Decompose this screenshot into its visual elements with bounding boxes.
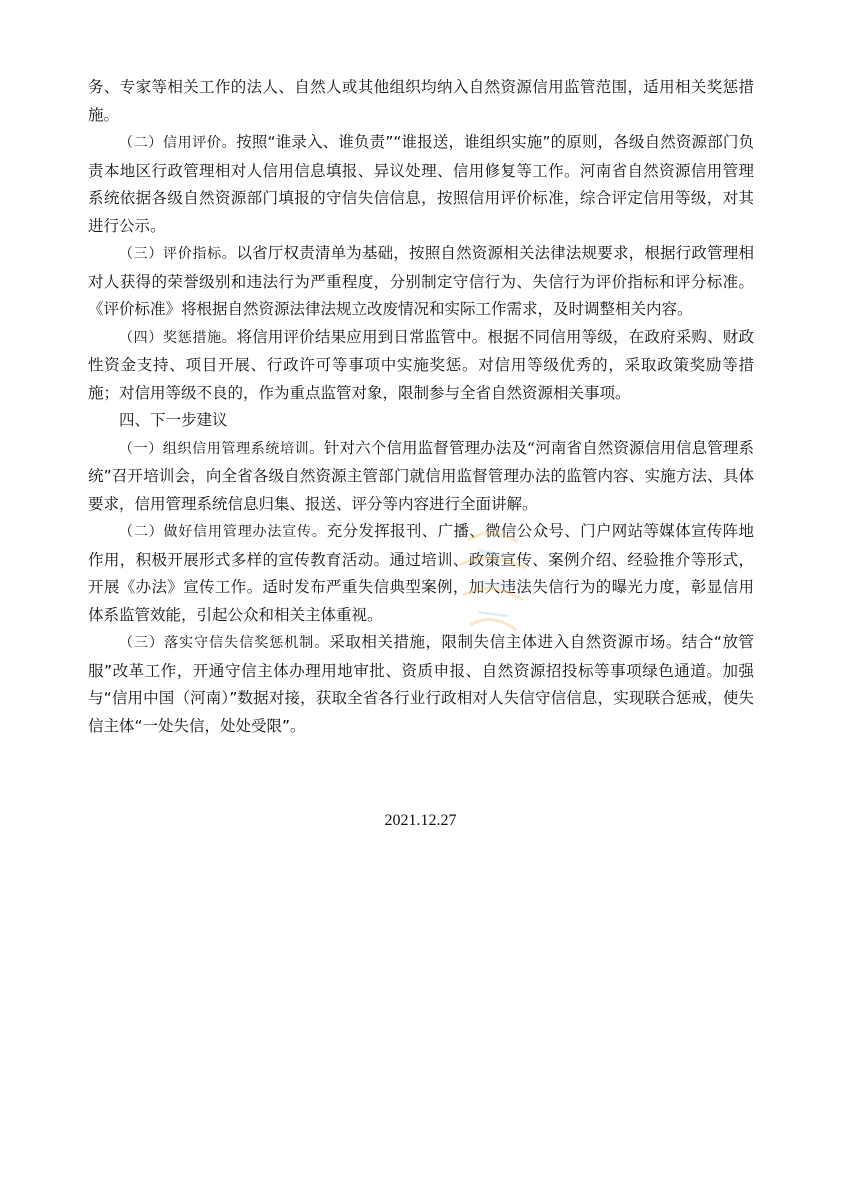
subheading: （三）落实守信失信奖惩机制。 <box>119 635 330 651</box>
document-date: 2021.12.27 <box>384 812 457 829</box>
paragraph-text: 采取相关措施，限制失信主体进入自然资源市场。结合“放管服”改革工作，开通守信主体办理用地审批、资质申报、自然资源招投标等事项绿色通道。加强与“信用中国（河南）”数据对接，获取全省各行业行政相对人失信守信信息，实现联合惩戒，使失信主体“一处失信，处处受限”。 <box>88 633 754 735</box>
subheading: （三）评价指标。 <box>119 246 237 262</box>
paragraph-training <box>88 435 754 519</box>
paragraph-text: 充分发挥报刊、广播、微信公众号、门户网站等媒体宣传阵地作用，积极开展形式多样的宣传教育活动。通过培训、政策宣传、案例介绍、经验推介等形式，开展《办法》宣传工作。适时发布严重失信典型案例，加大违法失信行为的曝光力度，彰显信用体系监管效能，引起公众和相关主体重视。 <box>88 522 754 624</box>
paragraph-text: 针对六个信用监督管理办法及“河南省自然资源信用信息管理系统”召开培训会，向全省各级自然资源主管部门就信用监督管理办法的监管内容、实施方法、具体要求，信用管理系统信息归集、报送、评分等内容进行全面讲解。 <box>88 438 754 513</box>
paragraph-text: 按照“谁录入、谁负责”“谁报送，谁组织实施”的原则，各级自然资源部门负责本地区行政管理相对人信用信息填报、异议处理、信用修复等工作。河南省自然资源信用管理系统依据各级自然资源部门填报的守信失信信息，按照信用评价标准，综合评定信用等级，对其进行公示。 <box>88 133 755 235</box>
section-heading: 四、下一步建议 <box>119 411 228 429</box>
paragraph-publicity <box>88 518 754 629</box>
section-heading-next-steps <box>88 407 754 435</box>
paragraph-text: 务、专家等相关工作的法人、自然人或其他组织均纳入自然资源信用监管范围，适用相关奖惩措施。 <box>88 78 754 124</box>
paragraph-evaluation-index <box>88 240 754 324</box>
watermark-logo-icon <box>448 520 538 660</box>
paragraph-credit-evaluation <box>88 129 754 240</box>
paragraph-continuation <box>88 74 754 129</box>
subheading: （二）做好信用管理办法宣传。 <box>119 524 327 540</box>
document-body <box>88 74 754 740</box>
paragraph-text: 以省厅权责清单为基础，按照自然资源相关法律法规要求，根据行政管理相对人获得的荣誉级别和违法行为严重程度，分别制定守信行为、失信行为评价指标和评分标准。《评价标准》将根据自然资源法律法规立改废情况和实际工作需求，及时调整相关内容。 <box>88 244 754 318</box>
subheading: （一）组织信用管理系统培训。 <box>119 440 324 457</box>
paragraph-mechanism <box>88 629 754 740</box>
paragraph-text: 将信用评价结果应用到日常监管中。根据不同信用等级，在政府采购、财政性资金支持、项目开展、行政许可等事项中实施奖惩。对信用等级优秀的，采取政策奖励等措施；对信用等级不良的，作为重点监管对象，限制参与全省自然资源相关事项。 <box>88 327 754 402</box>
subheading: （二）信用评价。 <box>119 135 237 151</box>
subheading: （四）奖惩措施。 <box>119 329 237 346</box>
paragraph-reward-punishment <box>88 324 754 408</box>
